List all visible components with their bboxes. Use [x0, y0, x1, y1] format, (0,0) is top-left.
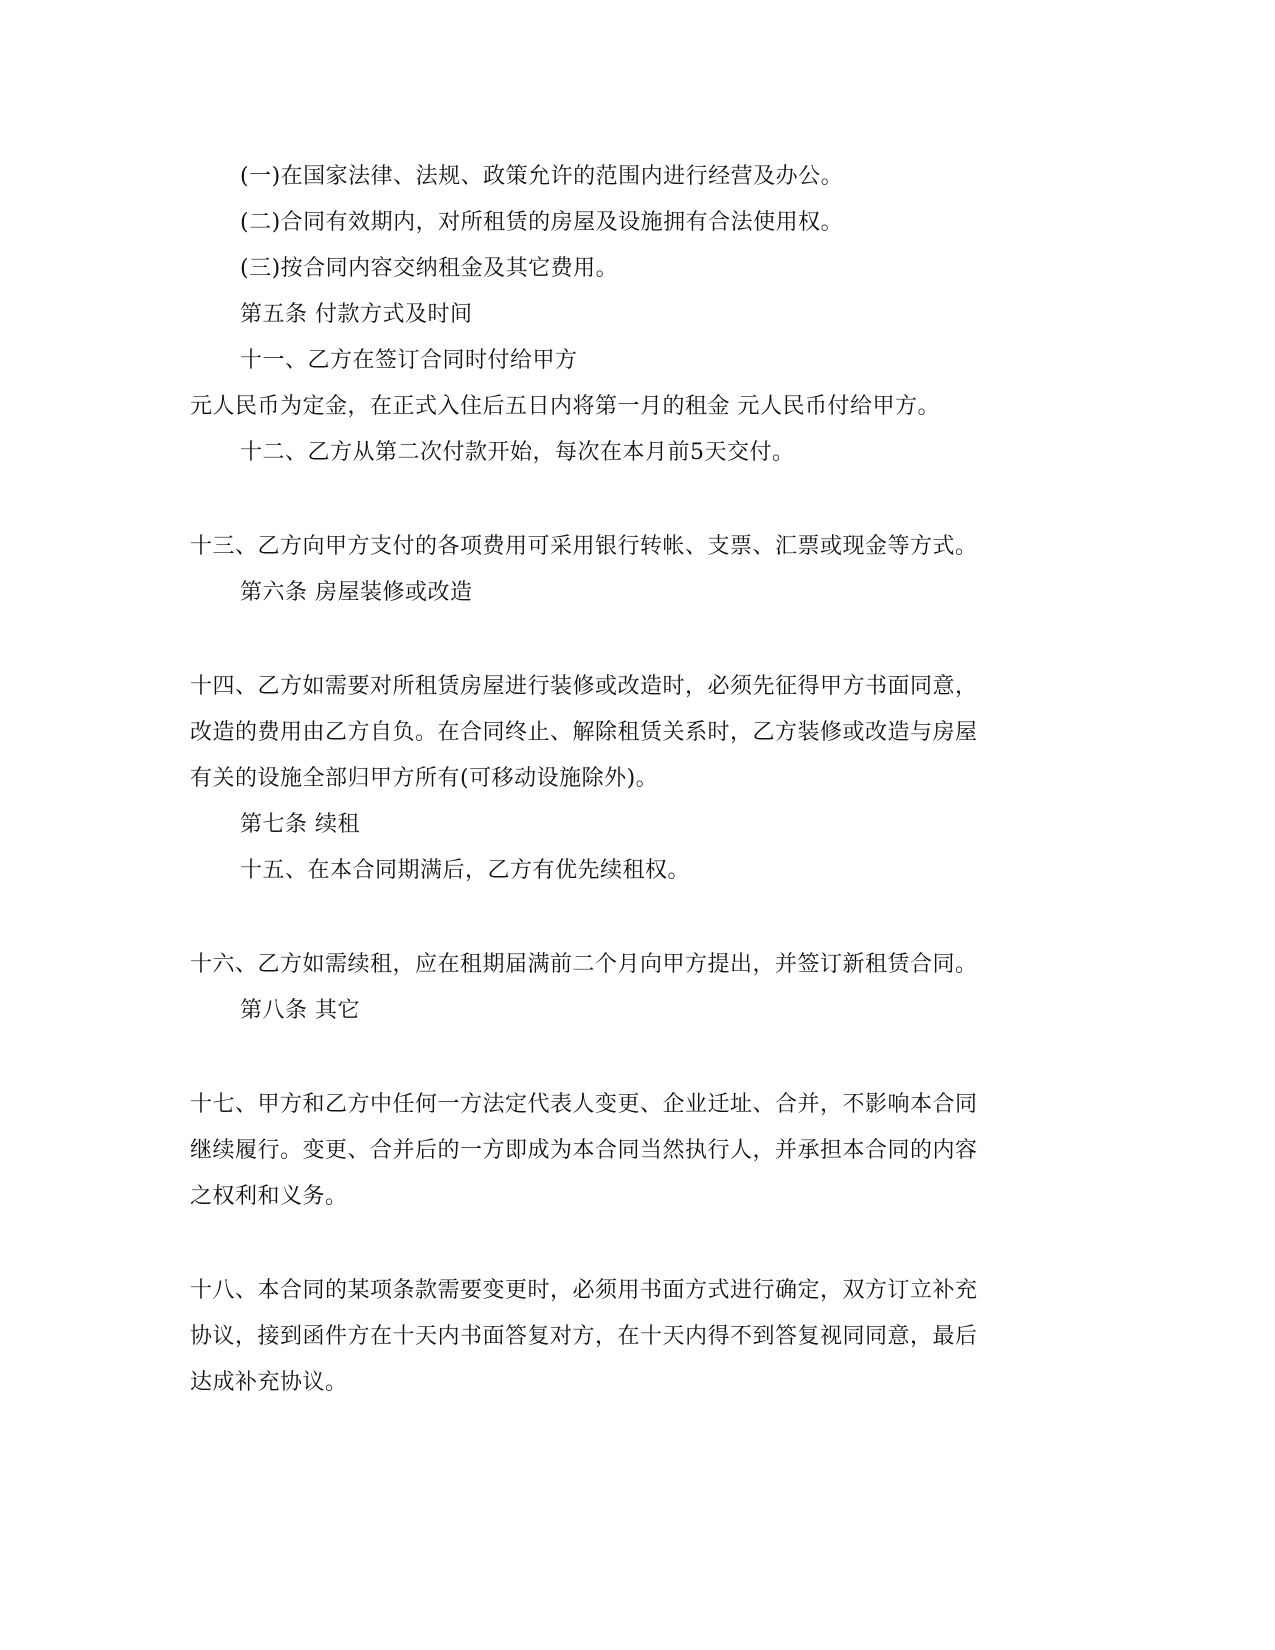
article-heading: 第八条 其它	[240, 998, 360, 1023]
clause-line: 十七、甲方和乙方中任何一方法定代表人变更、企业迁址、合并，不影响本合同	[190, 1092, 978, 1117]
clause-line: 继续履行。变更、合并后的一方即成为本合同当然执行人，并承担本合同的内容	[190, 1138, 978, 1163]
clause-line: (三)按合同内容交纳租金及其它费用。	[240, 256, 619, 281]
clause-line: 十三、乙方向甲方支付的各项费用可采用银行转帐、支票、汇票或现金等方式。	[190, 534, 978, 559]
clause-line: 协议，接到函件方在十天内书面答复对方，在十天内得不到答复视同同意，最后	[190, 1324, 978, 1349]
clause-line: 十二、乙方从第二次付款开始，每次在本月前5天交付。	[240, 440, 795, 465]
clause-line: 达成补充协议。	[190, 1370, 348, 1395]
article-heading: 第五条 付款方式及时间	[240, 302, 473, 327]
clause-line: 十一、乙方在签订合同时付给甲方	[240, 348, 578, 373]
clause-line: 十六、乙方如需续租，应在租期届满前二个月向甲方提出，并签订新租赁合同。	[190, 952, 978, 977]
article-heading: 第七条 续租	[240, 812, 360, 837]
clause-line: 十八、本合同的某项条款需要变更时，必须用书面方式进行确定，双方订立补充	[190, 1278, 978, 1303]
clause-line: (一)在国家法律、法规、政策允许的范围内进行经营及办公。	[240, 164, 844, 189]
article-heading: 第六条 房屋装修或改造	[240, 580, 473, 605]
clause-line: (二)合同有效期内，对所租赁的房屋及设施拥有合法使用权。	[240, 210, 844, 235]
clause-line: 有关的设施全部归甲方所有(可移动设施除外)。	[190, 766, 659, 791]
clause-line: 元人民币为定金，在正式入住后五日内将第一月的租金 元人民币付给甲方。	[190, 394, 940, 419]
clause-line: 十四、乙方如需要对所租赁房屋进行装修或改造时，必须先征得甲方书面同意，	[190, 674, 978, 699]
clause-line: 之权利和义务。	[190, 1184, 348, 1209]
clause-line: 改造的费用由乙方自负。在合同终止、解除租赁关系时，乙方装修或改造与房屋	[190, 720, 978, 745]
clause-line: 十五、在本合同期满后，乙方有优先续租权。	[240, 858, 691, 883]
